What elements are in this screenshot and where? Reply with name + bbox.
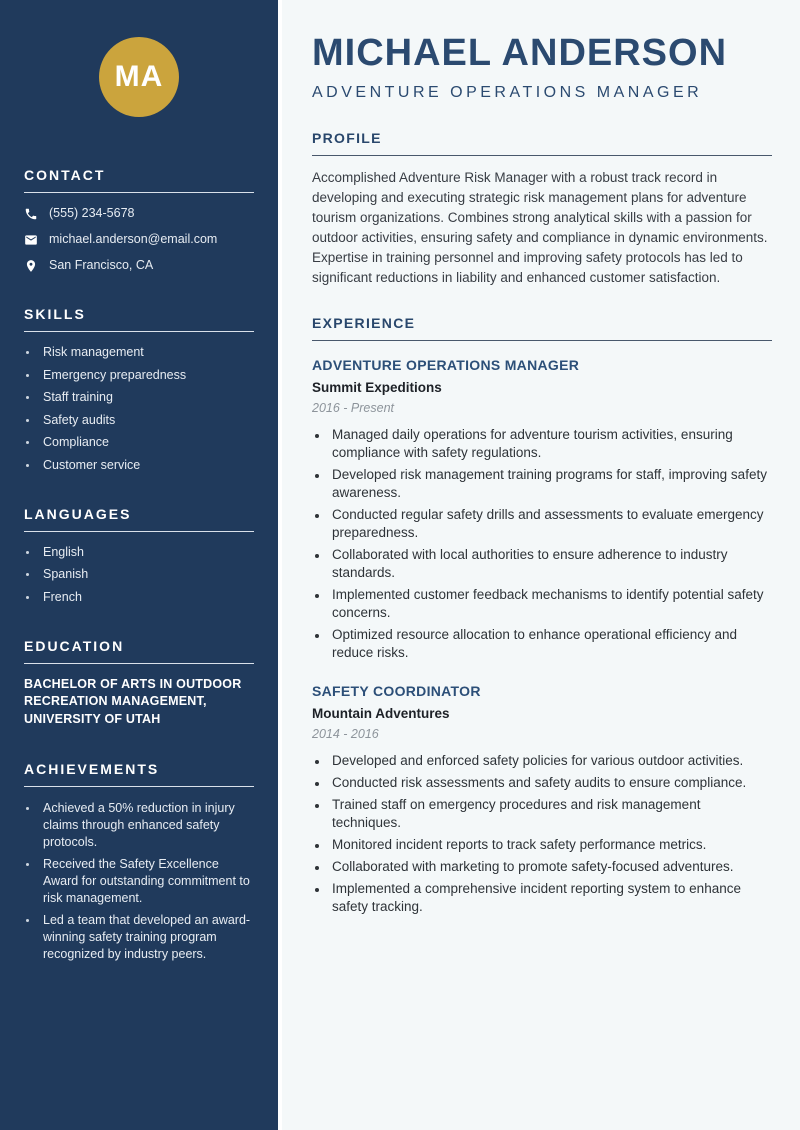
email-icon bbox=[24, 233, 38, 247]
language-item: • English bbox=[39, 545, 254, 560]
job-bullet: • Developed risk management training programs for staff, improving safety awareness. bbox=[329, 466, 772, 502]
language-item: • French bbox=[39, 590, 254, 605]
job-role: SAFETY COORDINATOR bbox=[312, 683, 481, 699]
avatar-initials: MA bbox=[114, 60, 164, 93]
education-heading: EDUCATION bbox=[24, 638, 254, 664]
main-column bbox=[278, 0, 800, 1130]
education-degree: BACHELOR OF ARTS IN OUTDOOR RECREATION MANAGEMENT, UNIVERSITY OF UTAH bbox=[24, 676, 242, 726]
achievement-item: • Achieved a 50% reduction in injury claims through enhanced safety protocols. bbox=[39, 800, 254, 851]
education-section bbox=[24, 638, 254, 729]
job-bullet: • Conducted risk assessments and safety audits to ensure compliance. bbox=[329, 774, 772, 792]
job-bullet: • Implemented customer feedback mechanisms to identify potential safety concerns. bbox=[329, 586, 772, 622]
location-icon bbox=[24, 259, 38, 273]
job-bullet: • Monitored incident reports to track safety performance metrics. bbox=[329, 836, 772, 854]
experience-job bbox=[312, 682, 772, 916]
job-bullet: • Developed and enforced safety policies for various outdoor activities. bbox=[329, 752, 772, 770]
job-bullet: • Conducted regular safety drills and assessments to evaluate emergency preparedness. bbox=[329, 506, 772, 542]
contact-section bbox=[24, 167, 254, 273]
achievements-list bbox=[24, 800, 254, 963]
avatar bbox=[99, 37, 179, 117]
job-company: Summit Expeditions bbox=[312, 380, 442, 395]
languages-list bbox=[24, 545, 254, 605]
contact-phone-text: (555) 234-5678 bbox=[49, 206, 135, 220]
achievements-heading: ACHIEVEMENTS bbox=[24, 761, 254, 787]
profile-section bbox=[312, 130, 772, 288]
contact-phone-row bbox=[24, 206, 254, 221]
experience-heading: EXPERIENCE bbox=[312, 315, 772, 341]
contact-heading: CONTACT bbox=[24, 167, 254, 193]
skill-item: • Customer service bbox=[39, 458, 254, 473]
candidate-name: MICHAEL ANDERSON bbox=[312, 32, 728, 74]
skills-section bbox=[24, 306, 254, 473]
achievement-item: • Led a team that developed an award-winning safety training program recognized by industry peers. bbox=[39, 912, 254, 963]
skills-heading: SKILLS bbox=[24, 306, 254, 332]
job-bullet-list bbox=[312, 426, 772, 662]
languages-section bbox=[24, 506, 254, 605]
job-bullet: • Optimized resource allocation to enhance operational efficiency and reduce risks. bbox=[329, 626, 772, 662]
candidate-title: ADVENTURE OPERATIONS MANAGER bbox=[312, 84, 703, 101]
job-bullet-list bbox=[312, 752, 772, 916]
job-dates: 2014 - 2016 bbox=[312, 727, 379, 741]
languages-heading: LANGUAGES bbox=[24, 506, 254, 532]
contact-email-row bbox=[24, 232, 254, 247]
skill-item: • Safety audits bbox=[39, 413, 254, 428]
profile-text: Accomplished Adventure Risk Manager with a robust track record in developing and executing strategic risk management plans for adventure tourism organizations. Combines strong analytical skills with a passion for outdoor activities, ensuring safety and compliance in dynamic environments. Expertise in training personnel and improving safety protocols has led to significant reductions in liability and enhanced customer satisfaction. bbox=[312, 170, 768, 285]
skill-item: • Risk management bbox=[39, 345, 254, 360]
job-company: Mountain Adventures bbox=[312, 706, 450, 721]
job-bullet: • Trained staff on emergency procedures and risk management techniques. bbox=[329, 796, 772, 832]
sidebar bbox=[0, 0, 278, 1130]
job-bullet: • Collaborated with local authorities to ensure adherence to industry standards. bbox=[329, 546, 772, 582]
skill-item: • Compliance bbox=[39, 435, 254, 450]
skill-item: • Emergency preparedness bbox=[39, 368, 254, 383]
contact-list bbox=[24, 206, 254, 273]
skill-item: • Staff training bbox=[39, 390, 254, 405]
contact-location-text: San Francisco, CA bbox=[49, 258, 154, 272]
phone-icon bbox=[24, 207, 38, 221]
job-bullet: • Collaborated with marketing to promote safety-focused adventures. bbox=[329, 858, 772, 876]
job-bullet: • Managed daily operations for adventure tourism activities, ensuring compliance with safety regulations. bbox=[329, 426, 772, 462]
profile-heading: PROFILE bbox=[312, 130, 772, 156]
achievements-section bbox=[24, 761, 254, 963]
contact-location-row bbox=[24, 258, 254, 273]
achievement-item: • Received the Safety Excellence Award for outstanding commitment to risk management. bbox=[39, 856, 254, 907]
job-bullet: • Implemented a comprehensive incident reporting system to enhance safety tracking. bbox=[329, 880, 772, 916]
experience-section bbox=[312, 315, 772, 916]
language-item: • Spanish bbox=[39, 567, 254, 582]
job-role: ADVENTURE OPERATIONS MANAGER bbox=[312, 357, 580, 373]
job-dates: 2016 - Present bbox=[312, 401, 394, 415]
experience-job bbox=[312, 356, 772, 662]
skills-list bbox=[24, 345, 254, 473]
contact-email-text: michael.anderson@email.com bbox=[49, 232, 218, 246]
